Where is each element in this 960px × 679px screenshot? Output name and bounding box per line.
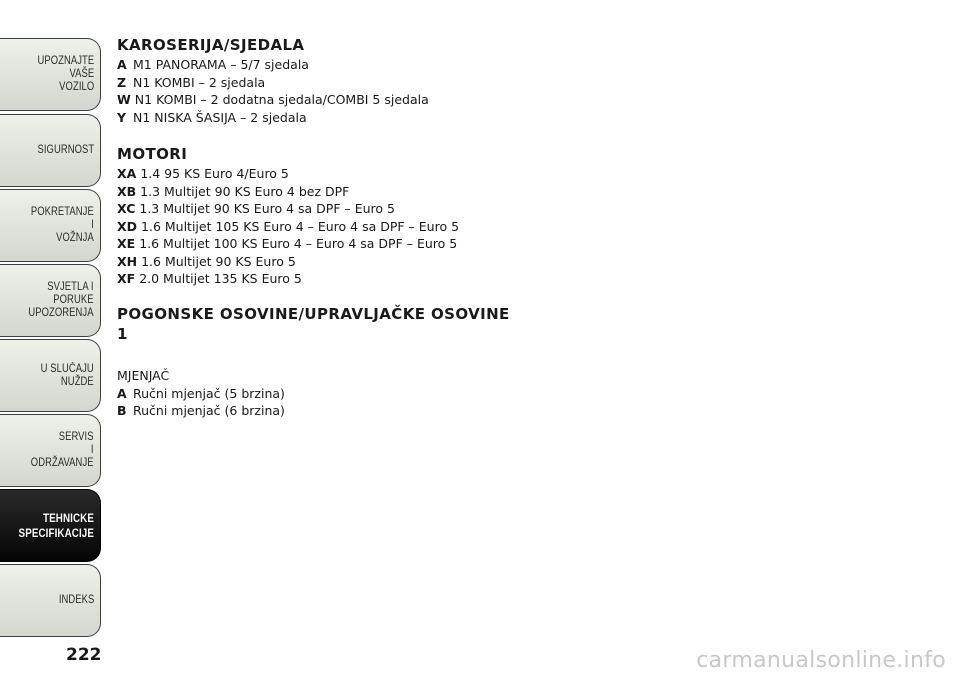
item-text: N1 NISKA ŠASIJA – 2 sjedala [133, 109, 307, 125]
item-text: M1 PANORAMA – 5/7 sjedala [133, 57, 309, 72]
tab-upoznajte-vase-vozilo[interactable] [0, 38, 101, 111]
list-item [117, 74, 429, 92]
item-code: W [117, 92, 131, 107]
item-code: XC [117, 201, 136, 216]
item-code: XF [117, 271, 136, 286]
item-code: B [117, 403, 127, 418]
item-code: A [117, 57, 127, 72]
mjenjac-list [117, 385, 285, 420]
item-text: 1.3 Multijet 90 KS Euro 4 bez DPF [140, 183, 350, 199]
page-number: 222 [66, 645, 102, 665]
tab-label: UPOZNAJTE VAŠE VOZILO [37, 55, 94, 93]
tab-label: SIGURNOST [37, 144, 94, 156]
tab-svjetla-i-poruke-upozorenja[interactable] [0, 264, 101, 337]
item-text: Ručni mjenjač (6 brzina) [133, 403, 285, 418]
item-code: Y [117, 109, 127, 125]
tab-tehnicke-specifikacije[interactable] [0, 489, 101, 562]
tab-label: INDEKS [58, 594, 94, 606]
section-title: KAROSERIJA/SJEDALA [117, 36, 305, 54]
tab-label: TEHNICKE SPECIFIKACIJE [18, 510, 94, 540]
karoserija-list [117, 56, 429, 126]
section-mjenjac [117, 367, 285, 420]
item-text: N1 KOMBI – 2 dodatna sjedala/COMBI 5 sjedala [134, 92, 429, 107]
section-motori [117, 145, 459, 288]
item-code: Z [117, 74, 127, 90]
list-item [117, 91, 429, 109]
item-code: XD [117, 218, 138, 234]
tab-u-slucaju-nuzde[interactable] [0, 339, 101, 412]
tab-servis-i-odrzavanje[interactable] [0, 414, 101, 487]
list-item [117, 218, 459, 236]
item-code: XB [117, 183, 137, 199]
tab-sigurnost[interactable] [0, 114, 101, 187]
item-text: 1.4 95 KS Euro 4/Euro 5 [140, 166, 289, 181]
section-osovine [117, 304, 557, 344]
section-karoserija [117, 36, 429, 126]
tab-label: SVJETLA I PORUKE UPOZORENJA [28, 281, 94, 319]
section-title: POGONSKE OSOVINE/UPRAVLJAČKE OSOVINE [117, 305, 510, 323]
tab-pokretanje-i-voznja[interactable] [0, 189, 101, 262]
list-item [117, 109, 429, 127]
item-text: 2.0 Multijet 135 KS Euro 5 [139, 271, 302, 286]
item-text: N1 KOMBI – 2 sjedala [133, 74, 266, 90]
section-subtitle: MJENJAČ [117, 368, 170, 383]
motori-list [117, 165, 459, 288]
tab-label: SERVIS I ODRŽAVANJE [31, 431, 94, 469]
osovine-value: 1 [117, 325, 128, 343]
watermark: carmanualsonline.info [696, 648, 946, 673]
item-text: 1.6 Multijet 90 KS Euro 5 [141, 253, 296, 269]
list-item [117, 253, 459, 271]
section-title: MOTORI [117, 145, 188, 163]
item-code: XE [117, 236, 136, 251]
item-text: Ručni mjenjač (5 brzina) [133, 385, 285, 401]
item-code: XH [117, 253, 138, 269]
list-item [117, 270, 459, 288]
item-text: 1.6 Multijet 100 KS Euro 4 – Euro 4 sa DPF – Euro 5 [139, 236, 458, 251]
tab-indeks[interactable] [0, 564, 101, 637]
item-code: XA [117, 166, 137, 181]
item-code: A [117, 385, 127, 401]
list-item [117, 200, 459, 218]
tab-label: U SLUČAJU NUŽDE [40, 362, 94, 388]
list-item [117, 183, 459, 201]
tab-label: POKRETANJE I VOŽNJA [31, 206, 94, 244]
item-text: 1.6 Multijet 105 KS Euro 4 – Euro 4 sa DPF – Euro 5 [141, 218, 460, 234]
item-text: 1.3 Multijet 90 KS Euro 4 sa DPF – Euro 5 [139, 201, 395, 216]
list-item [117, 385, 285, 403]
list-item [117, 56, 429, 74]
list-item [117, 165, 459, 183]
list-item [117, 235, 459, 253]
list-item [117, 402, 285, 420]
